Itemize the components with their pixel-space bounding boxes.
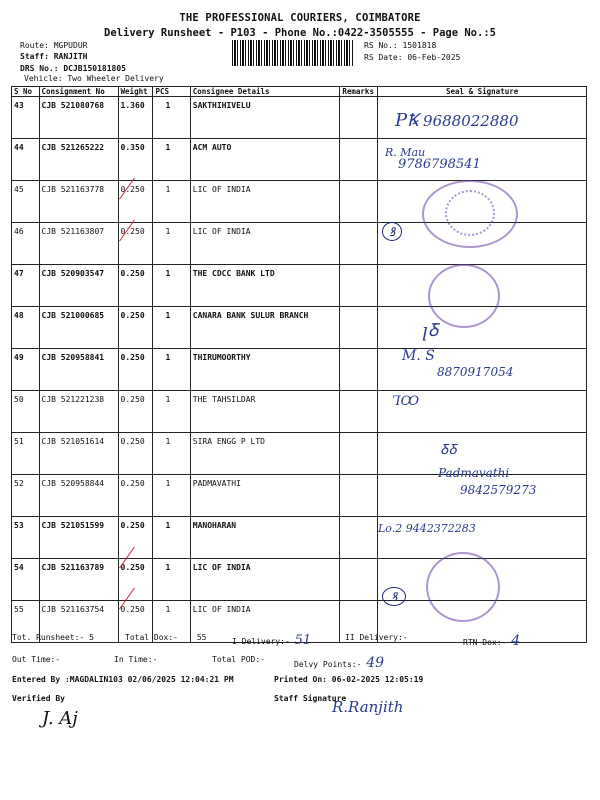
cell-consignment-no: CJB 521163778: [39, 181, 118, 223]
delvy-points-value: 49: [366, 655, 385, 671]
col-signature: Seal & Signature: [378, 87, 587, 97]
cell-consignment-no: CJB 520958841: [39, 349, 118, 391]
rtn-dox-label: RTN Dox:-: [463, 638, 507, 647]
staff-label: Staff:: [20, 52, 49, 61]
cell-weight: 0.250: [118, 475, 153, 517]
cell-weight: 0.250: [118, 181, 153, 223]
vehicle-value: Two Wheeler Delivery: [67, 74, 164, 83]
col-pcs: PCS: [153, 87, 190, 97]
route-value: MGPUDUR: [53, 41, 88, 50]
cell-pcs: 1: [153, 181, 190, 223]
cell-pcs: 1: [153, 475, 190, 517]
seal-stamp-45-inner: [445, 190, 495, 236]
cell-remarks: [340, 349, 378, 391]
route-label: Route:: [20, 41, 49, 50]
in-time: In Time:-: [114, 655, 158, 664]
cell-weight: 0.250: [118, 265, 153, 307]
company-title: THE PROFESSIONAL COURIERS, COIMBATORE: [179, 12, 421, 24]
cell-consignee: ACM AUTO: [190, 139, 340, 181]
cell-remarks: [340, 223, 378, 265]
phone-row-49: 8870917054: [437, 365, 514, 379]
cell-sno: 55: [12, 601, 40, 643]
cell-consignment-no: CJB 521051599: [39, 517, 118, 559]
cell-consignee: PADMAVATHI: [190, 475, 340, 517]
cell-remarks: [340, 391, 378, 433]
cell-sno: 50: [12, 391, 40, 433]
cell-consignee: LIC OF INDIA: [190, 181, 340, 223]
rs-no-label: RS No.:: [364, 41, 398, 50]
cell-sno: 47: [12, 265, 40, 307]
cell-sno: 53: [12, 517, 40, 559]
cell-consignee: CANARA BANK SULUR BRANCH: [190, 307, 340, 349]
col-remarks: Remarks: [340, 87, 378, 97]
vehicle-line: [24, 73, 164, 84]
cell-remarks: [340, 181, 378, 223]
delvy-points-label: Delvy Points:-: [294, 660, 362, 669]
cell-remarks: [340, 559, 378, 601]
cell-pcs: 1: [153, 391, 190, 433]
rtn-dox: [463, 633, 520, 649]
signature-row-51: ꝽꝽ: [440, 442, 457, 458]
cell-weight: 0.250: [118, 559, 153, 601]
col-consignee: Consignee Details: [190, 87, 340, 97]
cell-sno: 54: [12, 559, 40, 601]
table-row: [12, 559, 587, 601]
signature-row-50: ꞀꝎ: [392, 394, 420, 409]
total-dox-value: 55: [196, 633, 207, 642]
ii-delivery: II Delivery:-: [345, 633, 408, 642]
cell-sno: 48: [12, 307, 40, 349]
barcode: [232, 40, 354, 66]
total-pod: Total POD:-: [212, 655, 265, 664]
cell-weight: 1.360: [118, 97, 153, 139]
cell-weight: 0.250: [118, 307, 153, 349]
cell-remarks: [340, 265, 378, 307]
seal-stamp-54: [426, 552, 500, 622]
delvy-points: [294, 655, 384, 671]
phone-row-52: 9842579273: [460, 483, 537, 497]
cell-pcs: 1: [153, 349, 190, 391]
rs-no-value: 1501818: [402, 41, 437, 50]
phone-row-44: 9786798541: [398, 157, 481, 172]
cell-remarks: [340, 433, 378, 475]
staff-handwritten-signature: R.Ranjith: [332, 698, 404, 716]
cell-weight: 0.350: [118, 139, 153, 181]
cell-consignee: SIRA ENGG P LTD: [190, 433, 340, 475]
cell-pcs: 1: [153, 517, 190, 559]
i-delivery-value: 51: [294, 633, 312, 648]
cell-pcs: 1: [153, 223, 190, 265]
drs-label: DRS No.:: [20, 64, 59, 73]
cell-remarks: [340, 307, 378, 349]
name-handwritten: R. Mau: [385, 146, 426, 159]
table-row: [12, 517, 587, 559]
out-time: Out Time:-: [12, 655, 61, 664]
cell-pcs: 1: [153, 601, 190, 643]
cell-weight: 0.250: [118, 349, 153, 391]
signature-row-48: ꞁꝽ: [422, 320, 439, 341]
cell-pcs: 1: [153, 559, 190, 601]
table-row: [12, 139, 587, 181]
cell-pcs: 1: [153, 307, 190, 349]
cell-consignment-no: CJB 521221238: [39, 391, 118, 433]
cell-pcs: 1: [153, 265, 190, 307]
col-weight: Weight: [118, 87, 153, 97]
cell-consignment-no: CJB 521163807: [39, 223, 118, 265]
cell-consignment-no: CJB 520958844: [39, 475, 118, 517]
name-row-52: Padmavathi: [438, 466, 510, 480]
cell-consignment-no: CJB 521051614: [39, 433, 118, 475]
cell-consignee: THE TAHSILDAR: [190, 391, 340, 433]
vehicle-label: Vehicle:: [24, 74, 63, 83]
cell-weight: 0.250: [118, 433, 153, 475]
col-consignment: Consignment No: [39, 87, 118, 97]
signature-row-49: M. S: [402, 348, 435, 364]
cell-consignee: THIRUMOORTHY: [190, 349, 340, 391]
cell-weight: 0.250: [118, 391, 153, 433]
cell-consignment-no: CJB 521000685: [39, 307, 118, 349]
staff-line: [20, 51, 87, 62]
table-row: [12, 307, 587, 349]
cell-sno: 49: [12, 349, 40, 391]
initial-mark-46: ꝸ: [382, 222, 402, 241]
rs-date-value: 06-Feb-2025: [407, 53, 461, 62]
seal-stamp-47: [428, 264, 500, 328]
cell-sno: 45: [12, 181, 40, 223]
staff-value: RANJITH: [53, 52, 88, 61]
cell-consignment-no: CJB 521080768: [39, 97, 118, 139]
printed-on: Printed On: 06-02-2025 12:05:19: [274, 675, 424, 684]
cell-pcs: 1: [153, 433, 190, 475]
verified-signature: J. Aj: [42, 708, 78, 729]
cell-sno: 43: [12, 97, 40, 139]
signature-row-53: Lo.2 9442372283: [378, 522, 476, 535]
table-row: [12, 265, 587, 307]
signature-row-43: PꝄ 9688022880: [395, 110, 519, 131]
cell-sno: 52: [12, 475, 40, 517]
cell-consignment-no: CJB 521265222: [39, 139, 118, 181]
cell-consignee: LIC OF INDIA: [190, 223, 340, 265]
verified-by: Verified By: [12, 694, 65, 703]
cell-weight: 0.250: [118, 223, 153, 265]
cell-sno: 44: [12, 139, 40, 181]
cell-consignment-no: CJB 521163754: [39, 601, 118, 643]
tot-runsheet: Tot. Runsheet:- 5: [12, 633, 94, 642]
total-dox-label: Total Dox:-: [125, 633, 178, 642]
total-dox: [125, 633, 206, 642]
cell-sno: 51: [12, 433, 40, 475]
entered-by: Entered By :MAGDALIN103 02/06/2025 12:04:21 PM: [12, 675, 234, 684]
rs-date-line: [364, 52, 460, 63]
cell-consignment-no: CJB 521163789: [39, 559, 118, 601]
cell-consignment-no: CJB 520903547: [39, 265, 118, 307]
cell-pcs: 1: [153, 139, 190, 181]
staff-signature: Staff Signature: [274, 694, 347, 703]
cell-consignee: MANOHARAN: [190, 517, 340, 559]
table-header-row: [12, 87, 587, 97]
cell-remarks: [340, 139, 378, 181]
cell-weight: 0.250: [118, 517, 153, 559]
phone-handwritten: 9688022880: [423, 112, 519, 130]
cell-remarks: [340, 475, 378, 517]
route-line: [20, 40, 87, 51]
col-sno: S No: [12, 87, 40, 97]
cell-remarks: [340, 517, 378, 559]
cell-consignee: LIC OF INDIA: [190, 559, 340, 601]
initial-mark-55: ꝸ: [382, 587, 406, 606]
drs-value: DCJB150181805: [63, 64, 126, 73]
rs-no-line: [364, 40, 436, 51]
cell-consignee: LIC OF INDIA: [190, 601, 340, 643]
runsheet-title: Delivery Runsheet - P103 - Phone No.:0422-3505555 - Page No.:5: [104, 27, 496, 39]
cell-consignee: THE CDCC BANK LTD: [190, 265, 340, 307]
i-delivery-label: I Delivery:-: [232, 637, 290, 646]
rtn-dox-value: 4: [511, 633, 521, 649]
cell-weight: 0.250: [118, 601, 153, 643]
rs-date-label: RS Date:: [364, 53, 403, 62]
cell-sno: 46: [12, 223, 40, 265]
i-delivery: [232, 633, 311, 648]
cell-remarks: [340, 97, 378, 139]
cell-pcs: 1: [153, 97, 190, 139]
table-row: [12, 391, 587, 433]
cell-consignee: SAKTHIHIVELU: [190, 97, 340, 139]
